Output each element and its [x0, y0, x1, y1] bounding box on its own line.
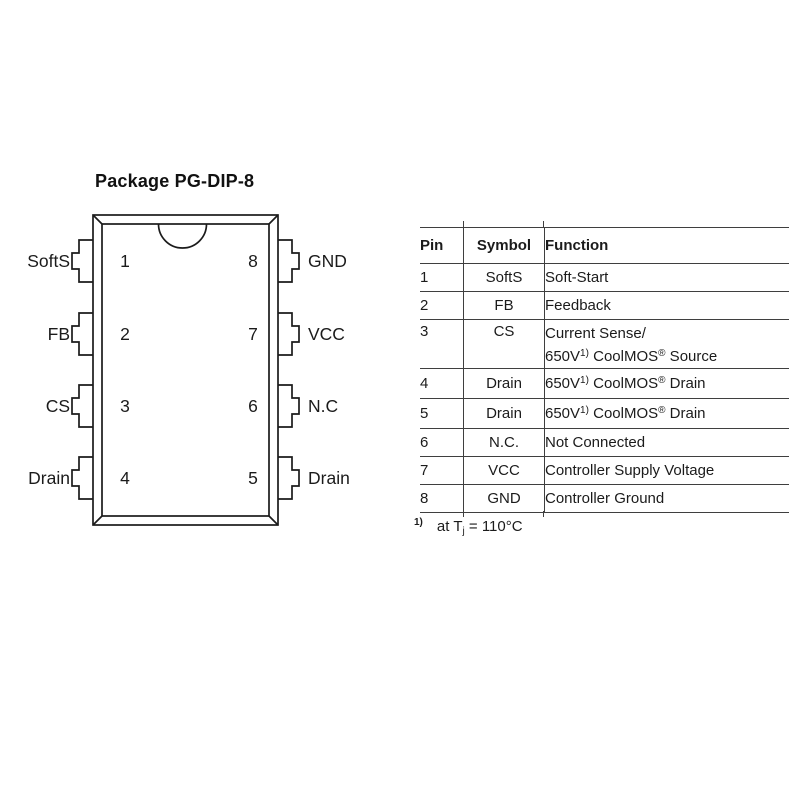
pin-function-table	[420, 227, 787, 513]
column-divider-overhang	[543, 221, 544, 227]
pin-label-nc: N.C	[308, 396, 339, 416]
table-row	[420, 264, 789, 292]
footnote-text: at T	[436, 518, 463, 535]
footnote-marker: 1)	[414, 517, 423, 528]
cell-function: Controller Ground	[545, 490, 665, 507]
header-symbol: Symbol	[464, 228, 545, 264]
cell-pin: 7	[420, 457, 464, 485]
cell-pin: 8	[420, 485, 464, 513]
table-row	[420, 485, 789, 513]
function-text: 650V	[545, 375, 581, 392]
function-text: Current Sense/	[545, 325, 646, 342]
cell-symbol: CS	[464, 320, 545, 369]
table-row	[420, 399, 789, 429]
table-row	[420, 429, 789, 457]
cell-function	[545, 320, 790, 369]
pin-number-4: 4	[120, 468, 130, 488]
table-row	[420, 369, 789, 399]
cell-pin: 3	[420, 320, 464, 369]
function-text: Drain	[665, 375, 706, 392]
registered-mark: ®	[658, 405, 666, 416]
function-text: Drain	[665, 405, 706, 422]
cell-function: Soft-Start	[545, 269, 609, 286]
cell-function	[545, 369, 790, 399]
cell-pin: 5	[420, 399, 464, 429]
pin-number-5: 5	[248, 468, 258, 488]
diagram-title: Package PG-DIP-8	[95, 171, 255, 191]
pin-lead-8	[278, 240, 299, 282]
pin-lead-5	[278, 457, 299, 499]
pin-number-2: 2	[120, 324, 130, 344]
pin-lead-7	[278, 313, 299, 355]
pin-lead-2	[72, 313, 93, 355]
cell-symbol: FB	[464, 292, 545, 320]
function-text: CoolMOS	[588, 348, 659, 365]
pin-number-3: 3	[120, 396, 130, 416]
table-row	[420, 320, 789, 369]
cell-function: Controller Supply Voltage	[545, 462, 715, 479]
footnote-subscript: j	[462, 526, 465, 537]
cell-function: Not Connected	[545, 434, 646, 451]
function-text: Source	[665, 348, 718, 365]
pin-lead-3	[72, 385, 93, 427]
pin-label-drain-right: Drain	[308, 468, 350, 488]
dip8-package-drawing	[20, 160, 400, 560]
cell-pin: 1	[420, 264, 464, 292]
cell-function	[545, 399, 790, 429]
pin-label-softs: SoftS	[27, 251, 70, 271]
table-row	[420, 457, 789, 485]
cell-symbol: GND	[464, 485, 545, 513]
function-text: 650V	[545, 348, 581, 365]
footnote-text: = 110°C	[464, 518, 523, 535]
cell-pin: 2	[420, 292, 464, 320]
cell-function: Feedback	[545, 297, 611, 314]
pin-label-drain-left: Drain	[28, 468, 70, 488]
registered-mark: ®	[658, 375, 666, 386]
footnote-ref: 1)	[580, 348, 589, 359]
registered-mark: ®	[658, 348, 666, 359]
pin-number-1: 1	[120, 251, 130, 271]
pin-lead-4	[72, 457, 93, 499]
pin-lead-6	[278, 385, 299, 427]
header-pin: Pin	[420, 228, 464, 264]
cell-symbol: N.C.	[464, 429, 545, 457]
table-header-row	[420, 228, 789, 264]
function-text: CoolMOS	[588, 405, 659, 422]
footnote	[414, 518, 523, 535]
pin-label-gnd: GND	[308, 251, 347, 271]
cell-symbol: SoftS	[464, 264, 545, 292]
table-row	[420, 292, 789, 320]
pin-number-6: 6	[248, 396, 258, 416]
pin-label-cs: CS	[45, 396, 70, 416]
function-text: 650V	[545, 405, 581, 422]
column-divider-overhang	[463, 511, 464, 517]
cell-pin: 4	[420, 369, 464, 399]
pin-number-8: 8	[248, 251, 258, 271]
cell-symbol: Drain	[464, 399, 545, 429]
cell-symbol: Drain	[464, 369, 545, 399]
footnote-ref: 1)	[580, 375, 589, 386]
pin-number-7: 7	[248, 324, 258, 344]
pin-label-fb: FB	[47, 324, 70, 344]
column-divider-overhang	[543, 511, 544, 517]
pin-label-vcc: VCC	[308, 324, 345, 344]
header-function: Function	[545, 237, 609, 254]
pin-lead-1	[72, 240, 93, 282]
cell-pin: 6	[420, 429, 464, 457]
footnote-ref: 1)	[580, 405, 589, 416]
function-text: CoolMOS	[588, 375, 659, 392]
column-divider-overhang	[463, 221, 464, 227]
cell-symbol: VCC	[464, 457, 545, 485]
